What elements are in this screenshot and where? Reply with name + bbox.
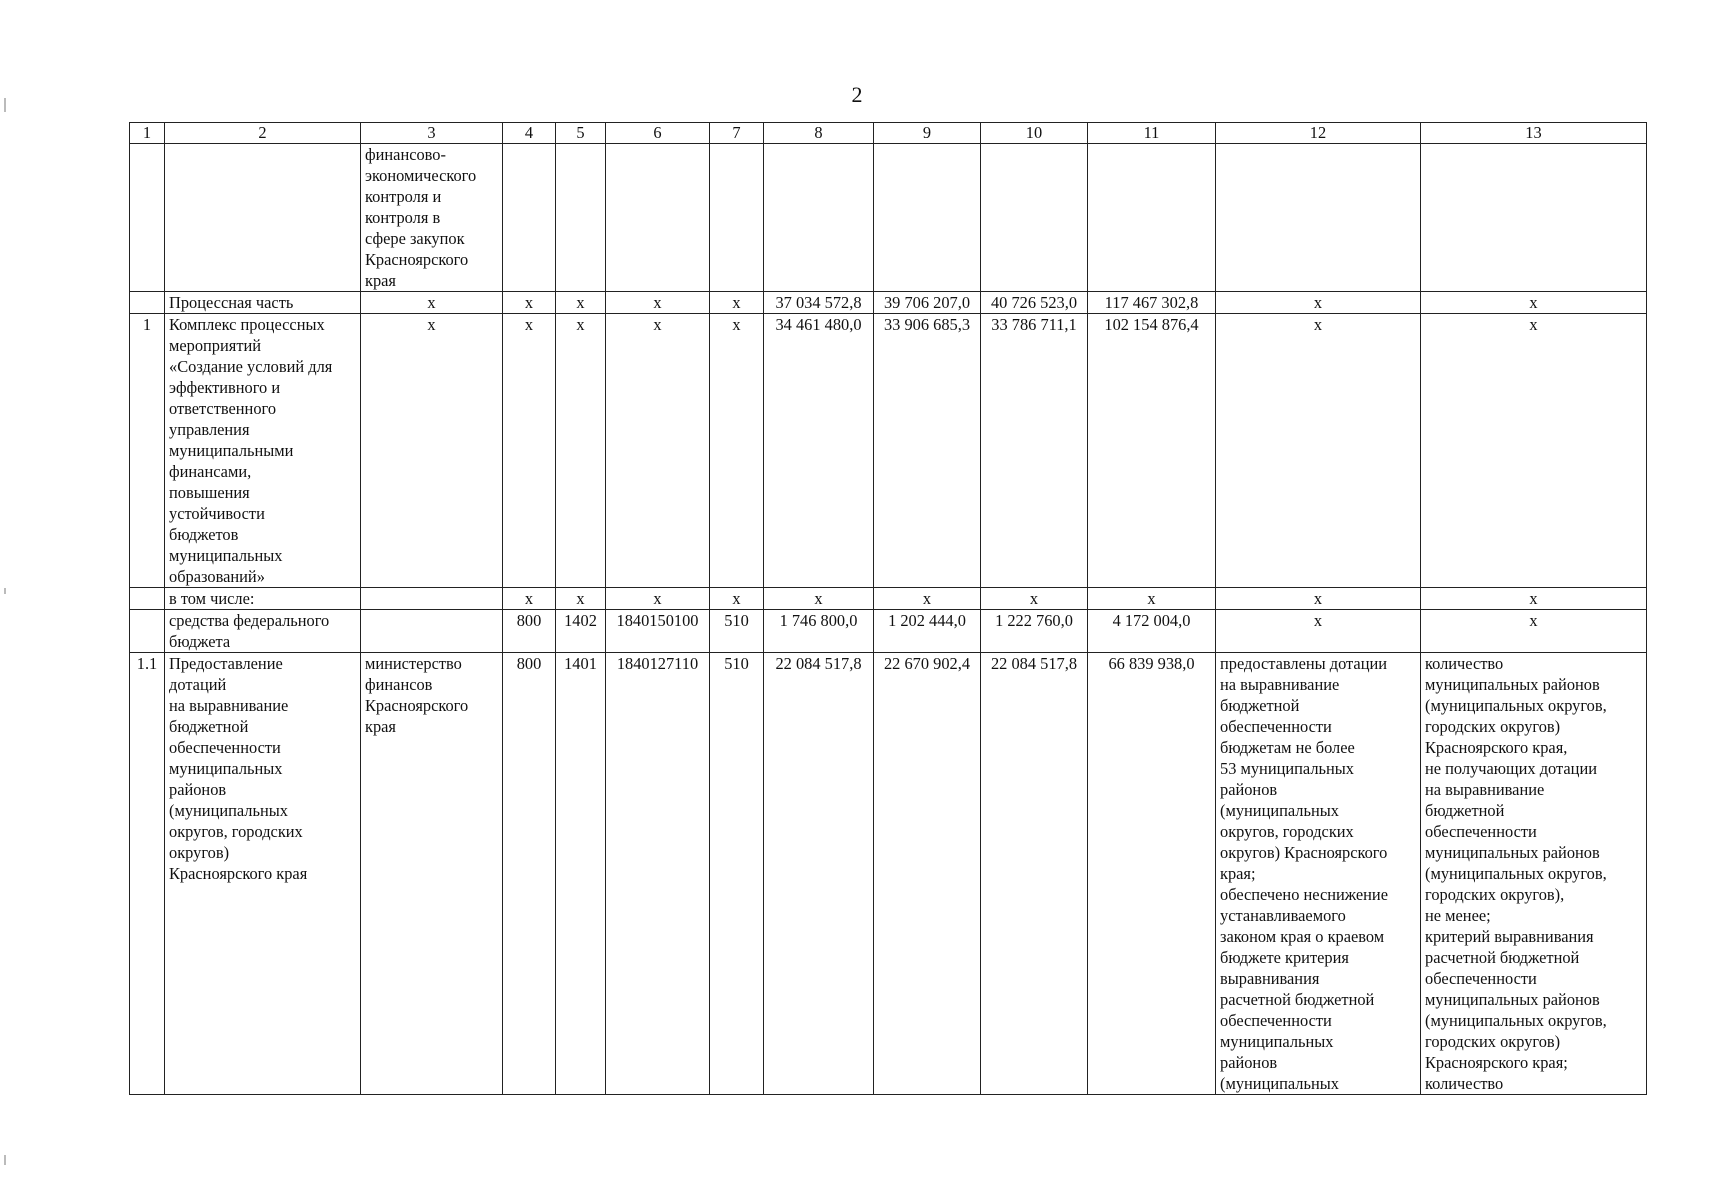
- col-header-9: 9: [874, 123, 981, 144]
- col-header-1: 1: [130, 123, 165, 144]
- amount-total: 4 172 004,0: [1088, 610, 1216, 653]
- col-header-6: 6: [606, 123, 710, 144]
- amount-2025: 34 461 480,0: [764, 314, 874, 588]
- amount-2027: 33 786 711,1: [981, 314, 1088, 588]
- row-title: Процессная часть: [165, 292, 361, 314]
- row-title: Комплекс процессных мероприятий «Создание условий для эффективного и ответственного управления муниципальными финансами, повышения устойчивости бюджетов муниципальных образований»: [165, 314, 361, 588]
- amount-2026: 39 706 207,0: [874, 292, 981, 314]
- amount-total: 66 839 938,0: [1088, 653, 1216, 1095]
- col-header-12: 12: [1216, 123, 1421, 144]
- amount-2027: 22 084 517,8: [981, 653, 1088, 1095]
- col-header-11: 11: [1088, 123, 1216, 144]
- indicator-cell: количество муниципальных районов (муниципальных округов, городских округов) Красноярского края, не получающих дотации на выравнивание бюджетной обеспеченности муниципальных районов (муниципальных округов, городских округов), не менее; критерий выравнивания расчетной бюджетной обеспеченности муниципальных районов (муниципальных округов, городских округов) Красноярского края; количество: [1421, 653, 1647, 1095]
- amount-total: 102 154 876,4: [1088, 314, 1216, 588]
- amount-2025: 22 084 517,8: [764, 653, 874, 1095]
- col-header-7: 7: [710, 123, 764, 144]
- amount-2027: 1 222 760,0: [981, 610, 1088, 653]
- scan-artifact: [4, 98, 6, 112]
- scan-artifact: [4, 1155, 6, 1165]
- responsible-executor-cell: финансово- экономического контроля и контроля в сфере закупок Красноярского края: [361, 144, 503, 292]
- amount-2026: 22 670 902,4: [874, 653, 981, 1095]
- table-row-including: в том числе: х х х х х х х х х х: [130, 588, 1647, 610]
- amount-2025: 37 034 572,8: [764, 292, 874, 314]
- page-number: 2: [851, 82, 863, 107]
- col-header-4: 4: [503, 123, 556, 144]
- scan-artifact: [4, 588, 6, 594]
- col-header-13: 13: [1421, 123, 1647, 144]
- row-number: 1.1: [130, 653, 165, 1095]
- table-row-1-1: 1.1 Предоставление дотаций на выравнивание бюджетной обеспеченности муниципальных районов (муниципальных округов, городских округов) Красноярского края министерство финансов Красноярского края 800 1401 1840127110 510 22 084 517,8 22 670 902,4 22 084 517,8 66 839 938,0 предоставлены дотации на выравнивание бюджетной обеспеченности бюджетам не более 53 муниципальных районов (муниципальных округов, городских округов) Красноярского края; обеспечено неснижение устанавливаемого законом края о краевом бюджете критерия выравнивания расчетной бюджетной обеспеченности муниципальных районов (муниципальных количество муниципальных районов (муниципальных округов, городских округов) Красноярского края, не получающих дотации на выравнивание бюджетной обеспеченности муниципальных районов (муниципальных округов, городских округов), не менее; критерий выравнивания расчетной бюджетной обеспеченности муниципальных районов (муниципальных округов, городских округов) Красноярского края; количество: [130, 653, 1647, 1095]
- responsible-executor-cell: министерство финансов Красноярского края: [361, 653, 503, 1095]
- amount-2027: 40 726 523,0: [981, 292, 1088, 314]
- column-number-row: [130, 123, 1647, 144]
- row-title: в том числе:: [165, 588, 361, 610]
- budget-table: [129, 122, 1647, 1095]
- table-row-federal-funds: средства федерального бюджета 800 1402 1840150100 510 1 746 800,0 1 202 444,0 1 222 760,0 4 172 004,0 х х: [130, 610, 1647, 653]
- row-title: Предоставление дотаций на выравнивание бюджетной обеспеченности муниципальных районов (муниципальных округов, городских округов) Красноярского края: [165, 653, 361, 1095]
- table-row-process-part: Процессная часть х х х х х 37 034 572,8 39 706 207,0 40 726 523,0 117 467 302,8 х х: [130, 292, 1647, 314]
- col-header-10: 10: [981, 123, 1088, 144]
- amount-2026: 33 906 685,3: [874, 314, 981, 588]
- row-title: средства федерального бюджета: [165, 610, 361, 653]
- col-header-2: 2: [165, 123, 361, 144]
- table-row-continuation: [130, 144, 1647, 292]
- row-number: 1: [130, 314, 165, 588]
- col-header-5: 5: [556, 123, 606, 144]
- amount-total: 117 467 302,8: [1088, 292, 1216, 314]
- col-header-3: 3: [361, 123, 503, 144]
- amount-2025: 1 746 800,0: [764, 610, 874, 653]
- col-header-8: 8: [764, 123, 874, 144]
- amount-2026: 1 202 444,0: [874, 610, 981, 653]
- table-row-process-complex: 1 Комплекс процессных мероприятий «Создание условий для эффективного и ответственного управления муниципальными финансами, повышения устойчивости бюджетов муниципальных образований» х х х х х 34 461 480,0 33 906 685,3 33 786 711,1 102 154 876,4 х х: [130, 314, 1647, 588]
- expected-result-cell: предоставлены дотации на выравнивание бюджетной обеспеченности бюджетам не более 53 муниципальных районов (муниципальных округов, городских округов) Красноярского края; обеспечено неснижение устанавливаемого законом края о краевом бюджете критерия выравнивания расчетной бюджетной обеспеченности муниципальных районов (муниципальных: [1216, 653, 1421, 1095]
